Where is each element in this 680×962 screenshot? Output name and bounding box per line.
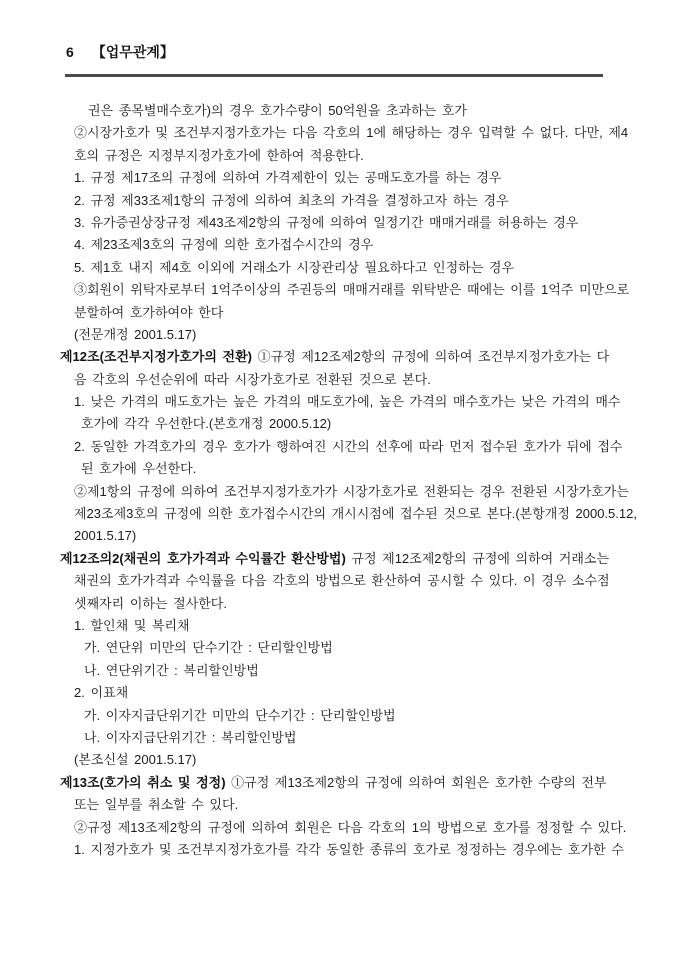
text-line: 1. 지정가호가 및 조건부지정가호가를 각각 동일한 종류의 호가로 정정하는 경우에는 호가한 수 <box>74 841 624 857</box>
text-line: 또는 일부를 취소할 수 있다. <box>74 797 239 813</box>
text-line: 가. 이자지급단위기간 미만의 단수기간 : 단리할인방법 <box>84 707 396 723</box>
article-heading-line <box>0 772 680 794</box>
text-line: 2. 동일한 가격호가의 경우 호가가 행하여진 시간의 선후에 따라 먼저 접수된 호가가 뒤에 접수 <box>74 438 623 454</box>
article-text: 규정 제12조제2항의 규정에 의하여 거래소는 <box>345 550 610 566</box>
page-number: 6 <box>66 44 74 60</box>
text-line: 분할하여 호가하여야 한다 <box>74 304 224 320</box>
article-text: ①규정 제13조제2항의 규정에 의하여 회원은 호가한 수량의 전부 <box>225 774 607 790</box>
text-line: ②제1항의 규정에 의하여 조건부지정가호가가 시장가호가로 전환되는 경우 전환된 시장가호가는 <box>74 483 629 499</box>
text-line: 가. 연단위 미만의 단수기간 : 단리할인방법 <box>84 640 333 656</box>
text-line: ②시장가호가 및 조건부지정가호가는 다음 각호의 1에 해당하는 경우 입력할 수 없다. 다만, 제4 <box>74 125 629 141</box>
text-line: 호의 규정은 지정부지정가호가에 한하여 적용한다. <box>74 147 364 163</box>
text-line: 4. 제23조제3호의 규정에 의한 호가접수시간의 경우 <box>74 237 374 253</box>
text-line: ②규정 제13조제2항의 규정에 의하여 회원은 다음 각호의 1의 방법으로 호가를 정정할 수 있다. <box>74 819 627 835</box>
text-line: 음 각호의 우선순위에 따라 시장가호가로 전환된 것으로 본다. <box>74 371 431 387</box>
text-line: 나. 연단위기간 : 복리할인방법 <box>84 662 259 678</box>
article-title: 제12조(조건부지정가호가의 전환) <box>60 349 252 365</box>
section-title: 【업무관계】 <box>91 44 174 60</box>
text-line: ③회원이 위탁자로부터 1억주이상의 주권등의 매매거래를 위탁받은 때에는 이를 1억주 미만으로 <box>74 282 630 298</box>
text-line: (본조신설 2001.5.17) <box>74 752 197 768</box>
article-title: 제12조의2(채권의 호가가격과 수익률간 환산방법) <box>60 550 346 566</box>
page-header <box>66 42 174 62</box>
text-line: 된 호가에 우선한다. <box>81 461 197 477</box>
text-line: 1. 낮은 가격의 매도호가는 높은 가격의 매도호가에, 높은 가격의 매수호가는 낮은 가격의 매수 <box>74 394 621 410</box>
header-divider <box>65 74 603 77</box>
text-line: 제23조제3호의 규정에 의한 호가접수시간의 개시시점에 접수된 것으로 본다.(본항개정 2000.5.12, <box>74 506 637 522</box>
text-line: 셋째자리 이하는 절사한다. <box>74 595 227 611</box>
text-line: 호가에 각각 우선한다.(본호개정 2000.5.12) <box>81 416 332 432</box>
article-heading-line <box>0 548 680 570</box>
article-text: ①규정 제12조제2항의 규정에 의하여 조건부지정가호가는 다 <box>251 349 610 365</box>
text-line: 5. 제1호 내지 제4호 이외에 거래소가 시장관리상 필요하다고 인정하는 경우 <box>74 259 514 275</box>
document-body <box>0 100 680 861</box>
text-line: 2. 규정 제33조제1항의 규정에 의하여 최초의 가격을 결정하고자 하는 경우 <box>74 192 509 208</box>
text-line: 2001.5.17) <box>74 528 137 544</box>
article-title: 제13조(호가의 취소 및 정정) <box>60 774 226 790</box>
text-line: 권은 종목별매수호가)의 경우 호가수량이 50억원을 초과하는 호가 <box>88 103 467 118</box>
article-heading-line <box>0 346 680 368</box>
text-line: 3. 유가증권상장규정 제43조제2항의 규정에 의하여 일정기간 매매거래를 허용하는 경우 <box>74 214 579 230</box>
text-line: 1. 할인채 및 복리채 <box>74 617 190 633</box>
text-line: 나. 이자지급단위기간 : 복리할인방법 <box>84 729 297 745</box>
text-line: 2. 이표채 <box>74 685 129 701</box>
text-line: 1. 규정 제17조의 규정에 의하여 가격제한이 있는 공매도호가를 하는 경우 <box>74 170 502 186</box>
text-line: 채권의 호가가격과 수익률을 다음 각호의 방법으로 환산하여 공시할 수 있다. 이 경우 소수점 <box>74 573 610 589</box>
text-line: (전문개정 2001.5.17) <box>74 326 197 342</box>
